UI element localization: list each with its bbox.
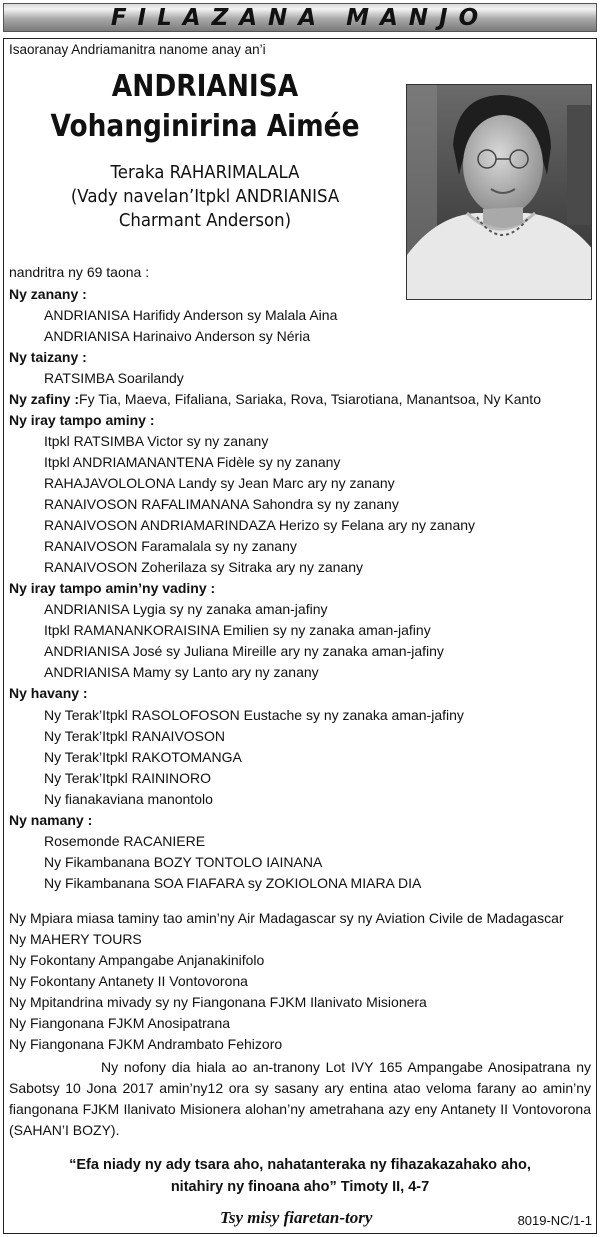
organization-line: Ny Mpiara miasa taminy tao amin’ny Air Madagascar sy ny Aviation Civile de Madagascar xyxy=(9,910,564,926)
list-item: ANDRIANISA Harifidy Anderson sy Malala Aina xyxy=(44,307,338,323)
reference-code: 8019-NC/1-1 xyxy=(517,1213,592,1228)
list-item: Ny Fikambanana BOZY TONTOLO IAINANA xyxy=(44,854,323,870)
list-item: Ny fianakaviana manontolo xyxy=(44,791,213,807)
organization-line: Ny Fokontany Antanety II Vontovorona xyxy=(9,973,248,989)
list-item: RAHAJAVOLOLONA Landy sy Jean Marc ary ny zanany xyxy=(44,475,395,491)
funeral-announcement xyxy=(9,1057,591,1141)
section-label-namany: Ny namany : xyxy=(9,812,93,828)
list-item: Ny Terak’Itpkl RASOLOFOSON Eustache sy ny zanaka aman-jafiny xyxy=(44,707,464,723)
notice-header-title: FILAZANA MANJO xyxy=(110,4,490,31)
bible-quote-line-1: “Efa niady ny ady tsara aho, nahatanteraka ny fihazakazahako aho, xyxy=(69,1157,531,1173)
intro-text: Isaoranay Andriamanitra nanome anay an’i xyxy=(9,42,266,57)
portrait-photo-icon xyxy=(407,85,592,300)
portrait-photo xyxy=(406,84,592,300)
list-item: Itpkl RATSIMBA Victor sy ny zanany xyxy=(44,433,269,449)
list-item: ANDRIANISA Harinaivo Anderson sy Néria xyxy=(44,328,311,344)
deceased-given-names: Vohanginirina Aimée xyxy=(50,109,360,144)
deceased-surname: ANDRIANISA xyxy=(111,69,299,104)
list-item: Itpkl RAMANANKORAISINA Emilien sy ny zanaka aman-jafiny xyxy=(44,622,431,638)
section-label-iray-tampo-vadiny: Ny iray tampo amin’ny vadiny : xyxy=(9,580,216,596)
organization-line: Ny Fiangonana FJKM Andrambato Fehizoro xyxy=(9,1036,283,1052)
section-label-taizany: Ny taizany : xyxy=(9,349,87,365)
list-item: RATSIMBA Soarilandy xyxy=(44,370,184,386)
list-item: Ny Terak’Itpkl RANAIVOSON xyxy=(44,728,226,744)
section-label-zanany: Ny zanany : xyxy=(9,286,87,302)
closing-phrase: Tsy misy fiaretan-tory xyxy=(220,1208,373,1227)
spouse-line-1: (Vady navelan’Itpkl ANDRIANISA xyxy=(70,186,340,207)
spouse-line-2: Charmant Anderson) xyxy=(118,210,292,231)
section-zafiny xyxy=(9,391,541,407)
list-item: RANAIVOSON ANDRIAMARINDAZA Herizo sy Felana ary ny zanany xyxy=(44,517,476,533)
zafiny-names: Fy Tia, Maeva, Fifaliana, Sariaka, Rova, Tsiarotiana, Manantsoa, Ny Kanto xyxy=(79,391,541,407)
list-item: RANAIVOSON Zoherilaza sy Sitraka ary ny zanany xyxy=(44,559,364,575)
list-item: RANAIVOSON RAFALIMANANA Sahondra sy ny zanany xyxy=(44,496,399,512)
organization-line: Ny Fiangonana FJKM Anosipatrana xyxy=(9,1015,231,1031)
list-item: ANDRIANISA José sy Juliana Mireille ary ny zanaka aman-jafiny xyxy=(44,643,444,659)
bible-quote-line-2: nitahiry ny finoana aho” Timoty II, 4-7 xyxy=(170,1179,430,1195)
organization-line: Ny Mpitandrina mivady sy ny Fiangonana FJKM Ilanivato Misionera xyxy=(9,994,427,1010)
organization-line: Ny MAHERY TOURS xyxy=(9,931,142,947)
list-item: ANDRIANISA Lygia sy ny zanaka aman-jafiny xyxy=(44,601,328,617)
list-item: Ny Terak’Itpkl RAKOTOMANGA xyxy=(44,749,242,765)
announcement-text: Ny nofony dia hiala ao an-tranony Lot IVY 165 Ampangabe Anosipatrana ny Sabotsy 10 Jona 2017 amin’ny12 ora sy sasany ary entina atao veloma farany ao amin’ny fiangonana FJKM Ilanivato Misionera alohan’ny ametrahana azy eny Antanety II Vontovorona (SAHAN’I BOZY). xyxy=(9,1059,591,1138)
section-label-havany: Ny havany : xyxy=(9,685,88,701)
section-label-iray-tampo: Ny iray tampo aminy : xyxy=(9,412,155,428)
maiden-name: Teraka RAHARIMALALA xyxy=(110,162,300,183)
age-line: nandritra ny 69 taona : xyxy=(9,264,150,280)
organization-line: Ny Fokontany Ampangabe Anjanakinifolo xyxy=(9,952,265,968)
list-item: Itpkl ANDRIAMANANTENA Fidèle sy ny zanany xyxy=(44,454,341,470)
list-item: Rosemonde RACANIERE xyxy=(44,833,206,849)
list-item: Ny Terak’Itpkl RAININORO xyxy=(44,770,211,786)
list-item: ANDRIANISA Mamy sy Lanto ary ny zanany xyxy=(44,664,319,680)
list-item: RANAIVOSON Faramalala sy ny zanany xyxy=(44,538,297,554)
section-label-zafiny: Ny zafiny : xyxy=(9,391,80,407)
list-item: Ny Fikambanana SOA FIAFARA sy ZOKIOLONA MIARA DIA xyxy=(44,875,422,891)
notice-header-banner xyxy=(3,3,597,32)
